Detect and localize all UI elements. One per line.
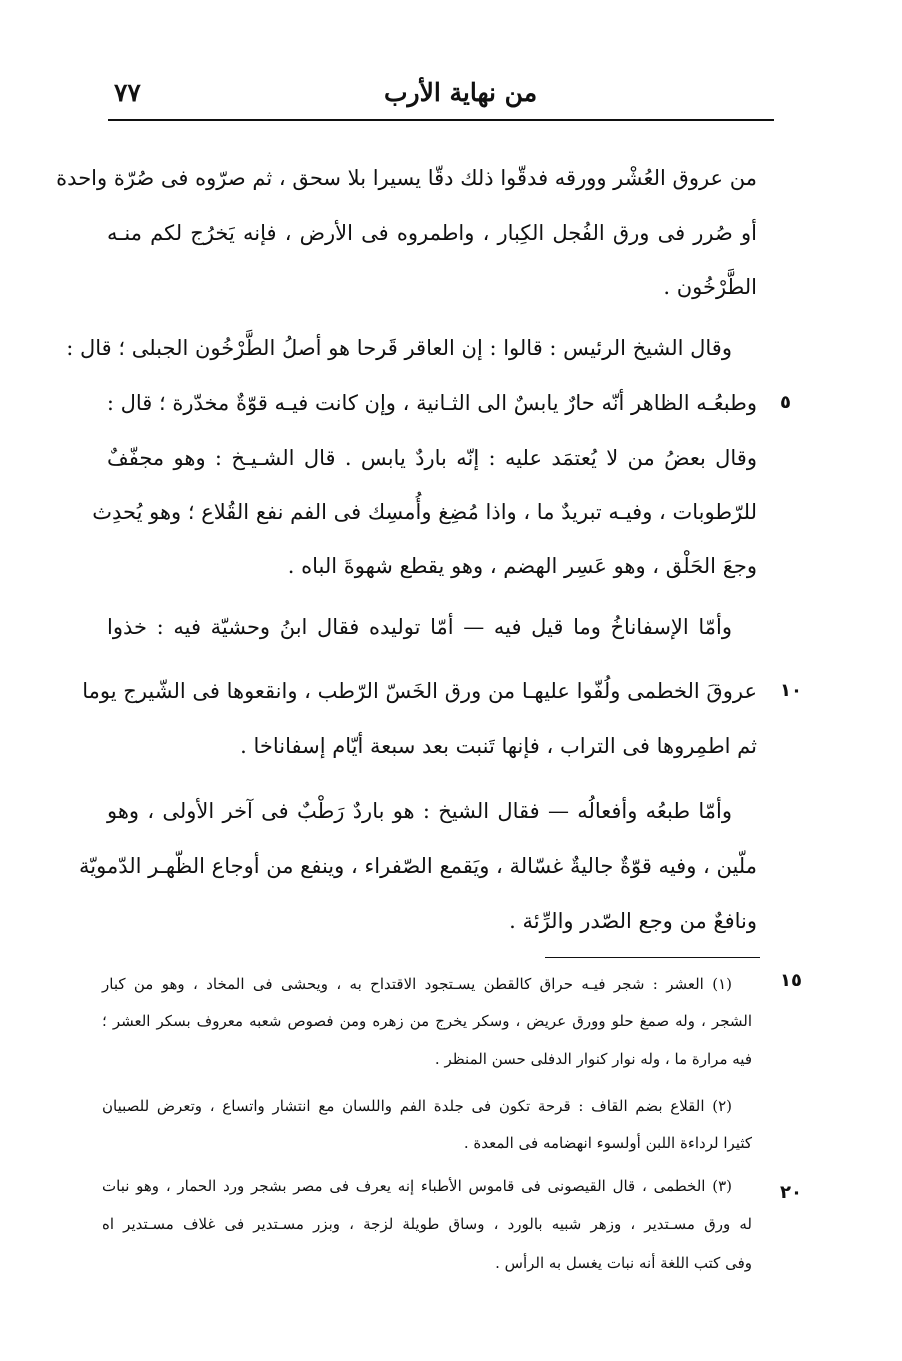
footnote-line: (٣) الخطمى ، قال القيصونى فى قاموس الأطباء إنه يعرف فى مصر بشجر ورد الحمار ، وهو نبات	[102, 1177, 732, 1195]
page-number: ٧٧	[114, 78, 141, 107]
running-title: من نهاية الأرب	[384, 78, 538, 107]
body-line: وقال الشيخ الرئيس : قالوا : إن العاقر قَرحا هو أصلُ الطَّرْخُون الجبلى ؛ قال :	[66, 336, 732, 360]
footnote-line: (١) العشر : شجر فيـه حراق كالقطن يسـتجود الاقتداح به ، ويحشى فى المخاد ، وهو من كبار	[102, 975, 732, 993]
footnote-line: (٢) القلاع بضم القاف : قرحة تكون فى جلدة الفم واللسان مع انتشار واتساع ، وتعرض للصبيان	[102, 1097, 732, 1115]
body-line: أو صُرر فى ورق الفُجل الكِبار ، واطمروه فى الأرض ، فإنه يَخرُج لكم منـه	[107, 221, 757, 245]
body-line: ثم اطمِروها فى التراب ، فإنها تَنبت بعد سبعة أيّام إسفاناخا .	[240, 734, 757, 758]
body-line: وقال بعضُ من لا يُعتمَد عليه : إنّه باردٌ يابس . قال الشـيـخ : وهو مجفّفٌ	[107, 446, 757, 470]
body-line: وأمّا الإسفاناخُ وما قيل فيه — أمّا توليده فقال ابنُ وحشيّة فيه : خذوا	[107, 615, 732, 639]
body-line: من عروق العُشْر وورقه فدقّوا ذلك دقّا يسيرا بلا سحق ، ثم صرّوه فى صُرّة واحدة	[56, 166, 757, 190]
body-line: وجعَ الحَلْق ، وهو عَسِر الهضم ، وهو يقطع شهوةَ الباه .	[287, 554, 757, 578]
header-rule	[108, 119, 774, 121]
footnote-line: فيه مرارة ما ، وله نوار كنوار الدفلى حسن المنظر .	[434, 1050, 752, 1068]
body-line: وأمّا طبعُه وأفعالُه — فقال الشيخ : هو باردٌ رَطْبٌ فى آخر الأولى ، وهو	[107, 799, 732, 823]
body-line: للرّطوبات ، وفيـه تبريدٌ ما ، واذا مُضِغ وأُمسِك فى الفم نفع القُلاع ؛ وهو يُحدِث	[92, 500, 757, 524]
line-number: ١٠	[780, 680, 802, 701]
body-line: الطَّرْخُون .	[663, 275, 757, 299]
footnote-line: كثيرا لرداءة اللبن أولسوء انهضامه فى المعدة .	[463, 1134, 752, 1152]
body-line: ملّين ، وفيه قوّةٌ جاليةٌ غسّالة ، ويَقمع الصّفراء ، وينفع من أوجاع الظّهـر الدّمويّة	[79, 854, 757, 878]
footnote-line: وفى كتب اللغة أنه نبات يغسل به الرأس .	[495, 1254, 752, 1272]
body-line: ونافعٌ من وجع الصّدر والرِّئة .	[509, 909, 757, 933]
line-number: ٥	[780, 392, 791, 413]
footnote-line: الشجر ، وله صمغ حلو وورق عريض ، وسكر يخرج من زهره ومن فصوص شعبه معروف بسكر العشر ؛	[102, 1012, 752, 1030]
footnote-rule	[545, 957, 760, 958]
footnote-line: له ورق مسـتدير ، وزهر شبيه بالورد ، وساق طويلة لزجة ، وبزر مسـتدير فى غلاف مسـتدير اه	[102, 1215, 752, 1233]
line-number: ٢٠	[780, 1182, 802, 1203]
body-line: عروقَ الخطمى ولُفّوا عليهـا من ورق الخَسّ الرّطب ، وانقعوها فى الشّيرج يوما	[82, 679, 757, 703]
body-line: وطبعُـه الظاهر أنّه حارٌ يابسٌ الى الثـانية ، وإن كانت فيـه قوّةٌ مخدّرة ؛ قال :	[106, 391, 757, 415]
line-number: ١٥	[780, 970, 802, 991]
